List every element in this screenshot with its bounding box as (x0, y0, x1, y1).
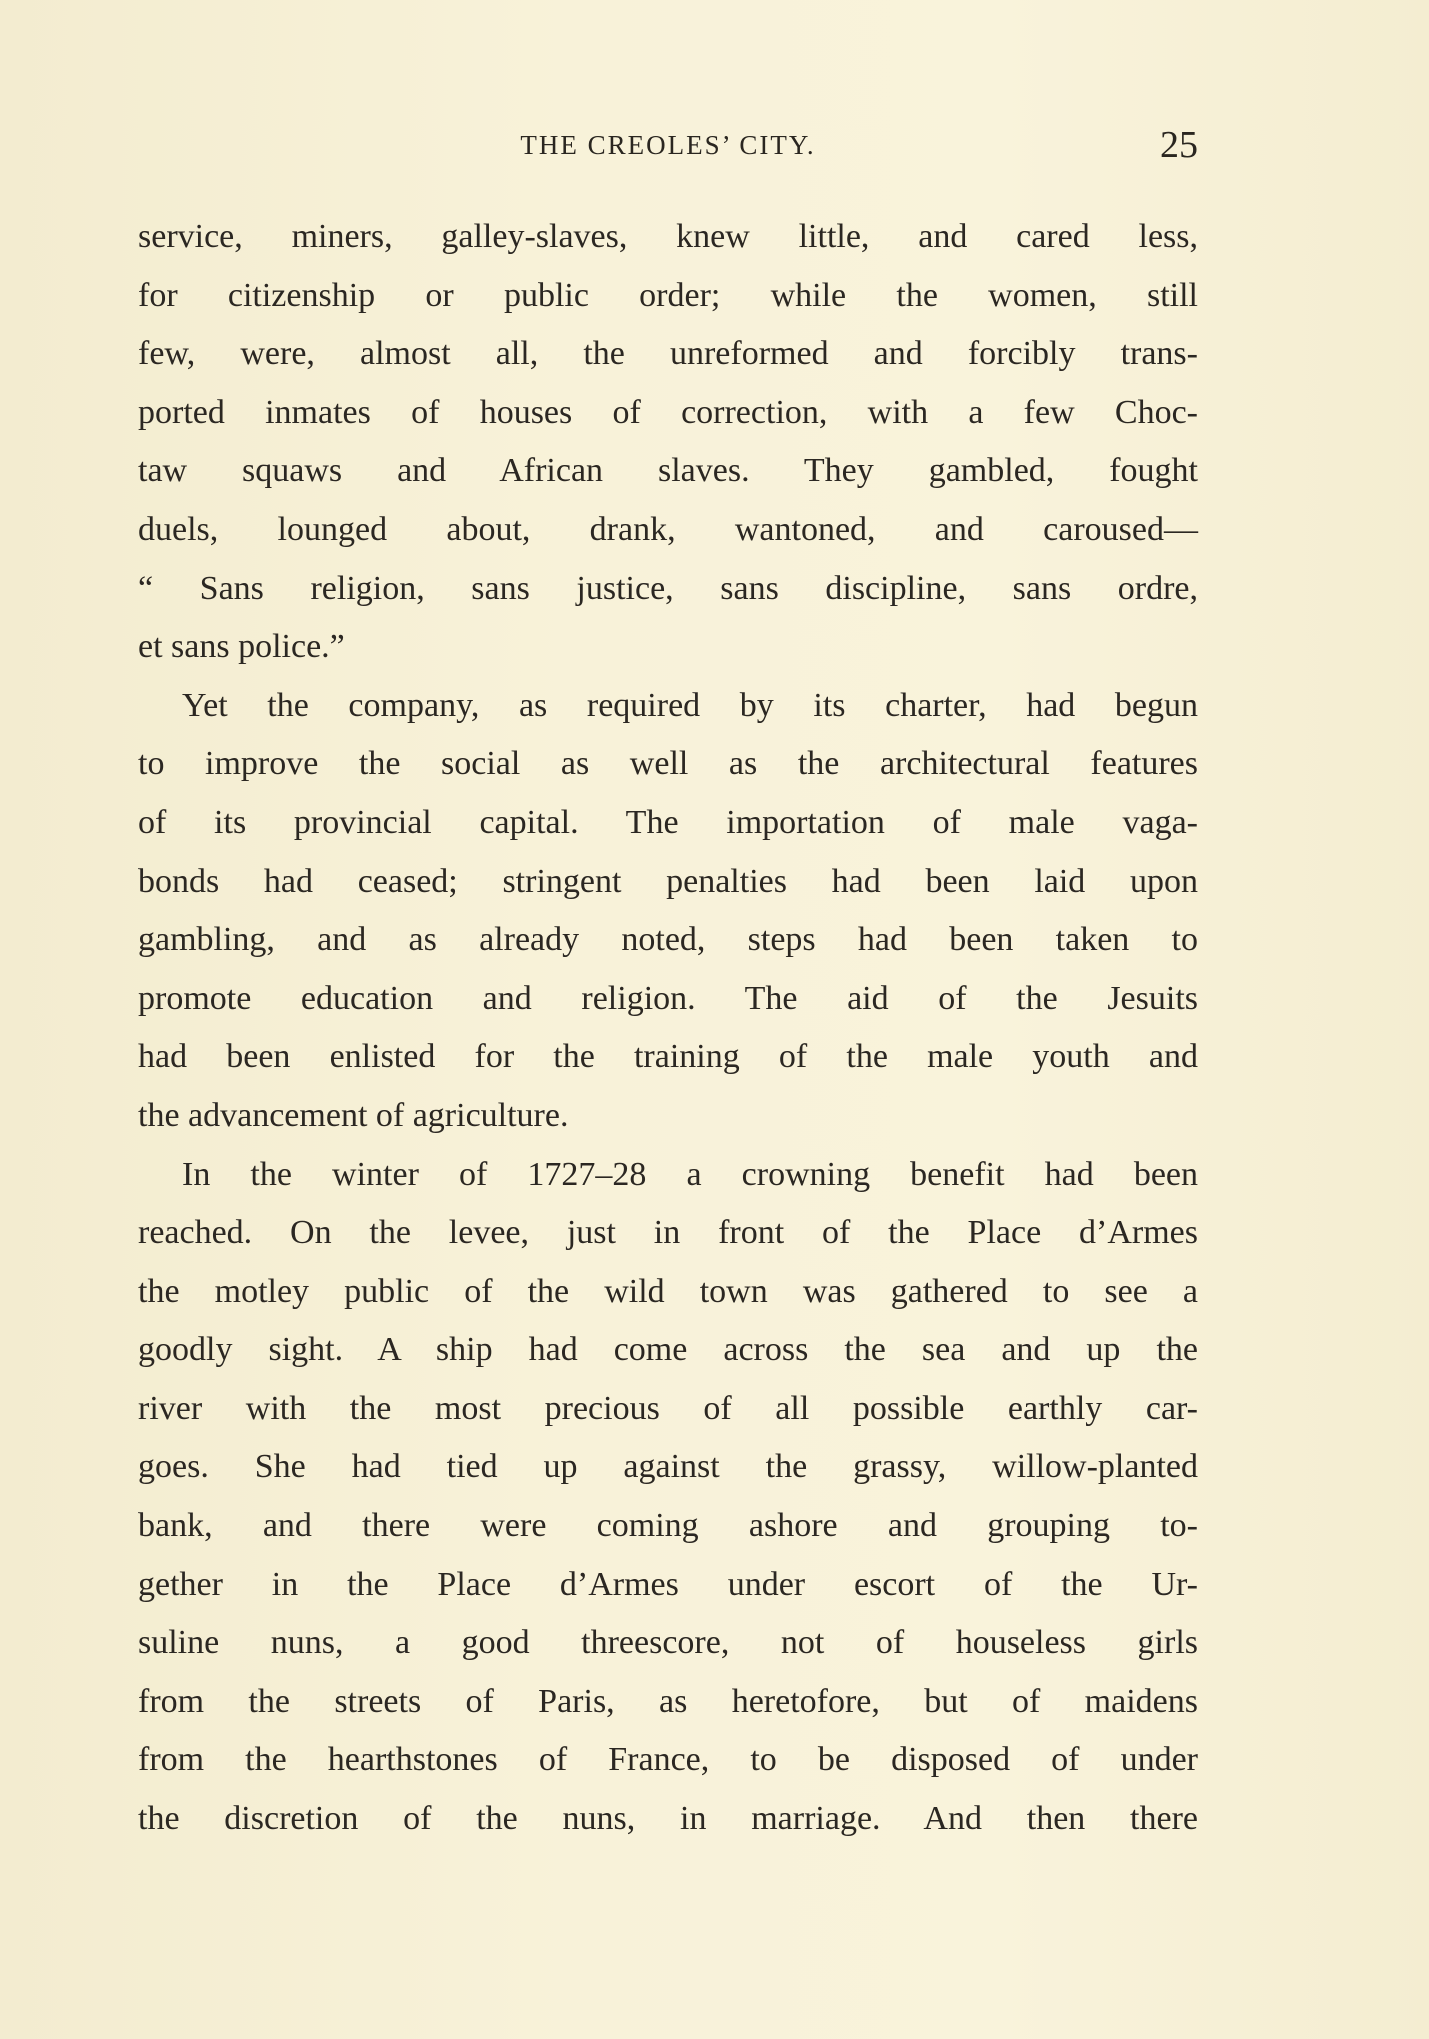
running-title: THE CREOLES’ CITY. (520, 130, 816, 160)
text-line: service, miners, galley-slaves, knew little, and cared less, (138, 218, 1198, 255)
text-line: In the winter of 1727–28 a crowning benefit had been (182, 1155, 1198, 1193)
text-line: reached. On the levee, just in front of the Place d’Armes (138, 1214, 1198, 1252)
text-line: few, were, almost all, the unreformed and forcibly trans- (138, 335, 1198, 373)
text-line: from the streets of Paris, as heretofore, but of maidens (138, 1682, 1198, 1720)
text-line: bonds had ceased; stringent penalties had been laid upon (138, 862, 1198, 900)
text-line: of its provincial capital. The importation of male vaga- (138, 803, 1198, 841)
text-line: gether in the Place d’Armes under escort of the Ur- (138, 1565, 1198, 1603)
text-line: the advancement of agriculture. (138, 1096, 569, 1134)
text-line: et sans police.” (138, 628, 345, 666)
text-line: duels, lounged about, drank, wantoned, and caroused— (138, 510, 1198, 548)
text-line: bank, and there were coming ashore and grouping to- (138, 1507, 1198, 1545)
text-line: river with the most precious of all possible earthly car- (138, 1389, 1198, 1427)
body-text (138, 208, 1198, 1849)
text-line: the motley public of the wild town was gathered to see a (138, 1272, 1198, 1310)
text-line: goodly sight. A ship had come across the sea and up the (138, 1331, 1198, 1369)
running-head (138, 120, 1198, 180)
paragraph-2 (138, 677, 1198, 1146)
paragraph-3 (138, 1146, 1198, 1849)
text-line: the discretion of the nuns, in marriage. And then there (138, 1800, 1198, 1838)
text-line: suline nuns, a good threescore, not of houseless girls (138, 1624, 1198, 1662)
text-line: for citizenship or public order; while the women, still (138, 276, 1198, 314)
text-line: goes. She had tied up against the grassy, willow-planted (138, 1448, 1198, 1486)
text-line: from the hearthstones of France, to be disposed of under (138, 1741, 1198, 1779)
text-line: taw squaws and African slaves. They gambled, fought (138, 452, 1198, 490)
text-line: “ Sans religion, sans justice, sans discipline, sans ordre, (138, 569, 1198, 607)
paragraph-1 (138, 208, 1198, 677)
page-number: 25 (1160, 124, 1198, 166)
text-line: promote education and religion. The aid of the Jesuits (138, 979, 1198, 1017)
text-line: ported inmates of houses of correction, with a few Choc- (138, 393, 1198, 431)
text-line: had been enlisted for the training of the male youth and (138, 1038, 1198, 1076)
text-line: Yet the company, as required by its charter, had begun (182, 686, 1198, 724)
text-line: to improve the social as well as the architectural features (138, 745, 1198, 783)
text-line: gambling, and as already noted, steps had been taken to (138, 921, 1198, 959)
